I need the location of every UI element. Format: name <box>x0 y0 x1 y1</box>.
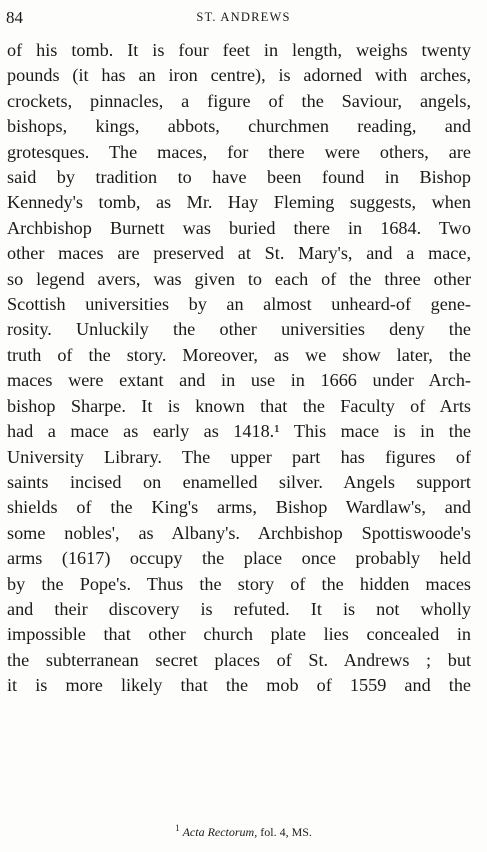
text-line: truth of the story. Moreover, as we show later, the <box>7 344 471 365</box>
text-line: bishops, kings, abbots, churchmen reading, and <box>7 116 471 137</box>
text-line: Archbishop Burnett was buried there in 1684. Two <box>7 217 471 238</box>
text-line: had a mace as early as 1418.¹ This mace is in the <box>7 421 471 442</box>
text-line: Scottish universities by an almost unheard-of gene- <box>7 294 471 315</box>
text-line: some nobles', as Albany's. Archbishop Spottiswoode's <box>7 522 471 543</box>
text-line: maces were extant and in use in 1666 under Arch- <box>7 370 471 391</box>
text-line: arms (1617) occupy the place once probably held <box>7 548 471 569</box>
text-line: impossible that other church plate lies concealed in <box>7 624 471 645</box>
text-line: so legend avers, was given to each of the three other <box>7 268 471 289</box>
text-line: grotesques. The maces, for there were others, are <box>7 141 471 162</box>
text-line: bishop Sharpe. It is known that the Faculty of Arts <box>7 395 471 416</box>
text-line: other maces are preserved at St. Mary's, and a mace, <box>7 243 471 264</box>
text-line: crockets, pinnacles, a figure of the Saviour, angels, <box>7 90 471 111</box>
text-line: University Library. The upper part has figures of <box>7 446 471 467</box>
running-title: ST. ANDREWS <box>196 10 291 24</box>
text-line: it is more likely that the mob of 1559 and the <box>7 675 471 696</box>
footnote-source-title: Acta Rectorum, <box>182 825 258 839</box>
text-line: rosity. Unluckily the other universities deny the <box>7 319 471 340</box>
body-text <box>7 38 471 699</box>
text-line: saints incised on enamelled silver. Angels support <box>7 471 471 492</box>
page-header <box>6 8 481 30</box>
text-line: Kennedy's tomb, as Mr. Hay Fleming suggests, when <box>7 192 471 213</box>
footnote <box>0 823 487 840</box>
text-line: pounds (it has an iron centre), is adorned with arches, <box>7 65 471 86</box>
text-line: and their discovery is refuted. It is not wholly <box>7 598 471 619</box>
footnote-marker: 1 <box>175 823 180 833</box>
footnote-reference: fol. 4, MS. <box>257 825 312 839</box>
text-line: the subterranean secret places of St. Andrews ; but <box>7 649 471 670</box>
text-line: said by tradition to have been found in Bishop <box>7 167 471 188</box>
text-line: by the Pope's. Thus the story of the hidden maces <box>7 573 471 594</box>
text-line: of his tomb. It is four feet in length, weighs twenty <box>7 40 471 60</box>
text-line: shields of the King's arms, Bishop Wardlaw's, and <box>7 497 471 518</box>
page-number: 84 <box>6 8 23 27</box>
